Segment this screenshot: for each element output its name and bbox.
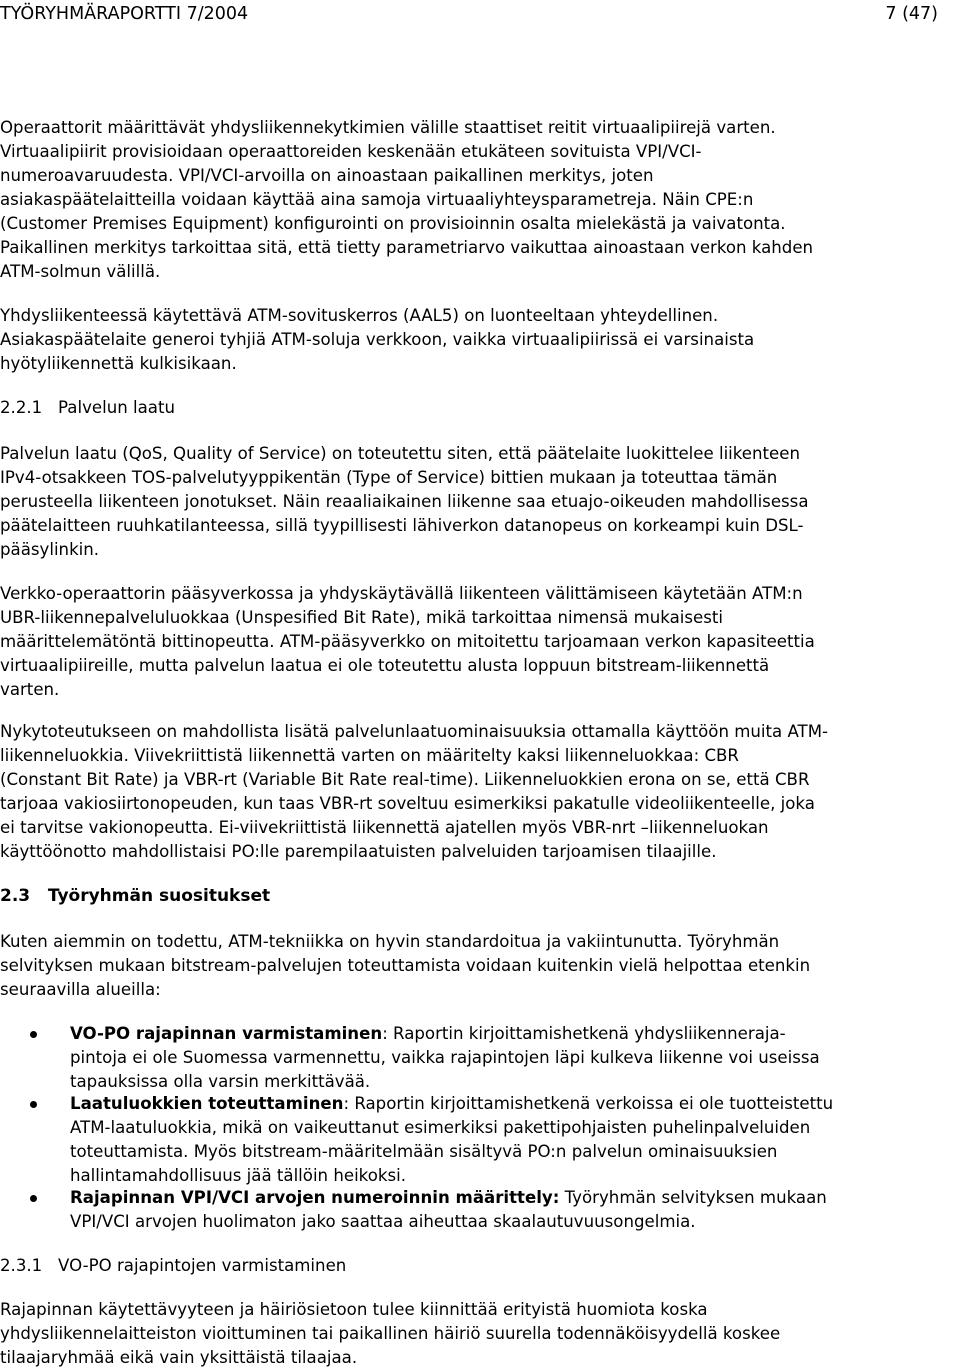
text-line: IPv4-otsakkeen TOS-palvelutyyppikentän (Type of Service) bittien mukaan ja toteuttaa tämän: [0, 468, 778, 487]
text-line: liikenneluokkia. Viivekriittistä liikennettä varten on määritelty kaksi liikenneluokkaa: CBR: [0, 746, 739, 765]
text-line: hallintamahdollisuus jää tällöin heikoksi.: [70, 1166, 406, 1185]
text-line: tarjoaa vakiosiirtonopeuden, kun taas VBR-rt soveltuu esimerkiksi pakatulle videoliikenteelle, joka: [0, 794, 815, 813]
section-heading-2-2-1: 2.2.1 Palvelun laatu: [0, 398, 176, 417]
text-line: toteuttamista. Myös bitstream-määritelmään sisältyvä PO:n palvelun ominaisuuksien: [70, 1142, 778, 1161]
text-line: hyötyliikennettä kulkisikaan.: [0, 354, 237, 373]
text-line: Verkko-operaattorin pääsyverkossa ja yhdyskäytävällä liikenteen välittämiseen käytetään ATM:n: [0, 584, 803, 603]
text-line: asiakaspäätelaitteilla voidaan käyttää aina samoja virtuaaliyhteysparametreja. Näin CPE:n: [0, 190, 754, 209]
text-line: perusteella liikenteen jonotukset. Näin reaaliaikainen liikenne saa etuajo-oikeuden mahdollisessa: [0, 492, 809, 511]
section-heading-2-3: 2.3 Työryhmän suositukset: [0, 886, 271, 906]
bullet-title: Rajapinnan VPI/VCI arvojen numeroinnin määrittely:: [70, 1188, 560, 1207]
text-line: ATM-solmun välillä.: [0, 262, 161, 281]
bullet-title: VO-PO rajapinnan varmistaminen: [70, 1024, 383, 1043]
text-line: pintoja ei ole Suomessa varmennettu, vaikka rajapintojen läpi kulkeva liikenne voi useissa: [70, 1048, 820, 1067]
text-line: (Customer Premises Equipment) konfigurointi on provisioinnin osalta mielekästä ja vaivatonta.: [0, 214, 786, 233]
text-line: tapauksissa olla varsin merkittävää.: [70, 1072, 371, 1091]
bullet-text: Työryhmän selvityksen mukaan: [559, 1188, 827, 1207]
text-line: tilaajaryhmää eikä vain yksittäistä tilaajaa.: [0, 1348, 358, 1367]
bullet-title: Laatuluokkien toteuttaminen: [70, 1094, 344, 1113]
bullet-icon: [30, 1101, 37, 1108]
text-line: Asiakaspäätelaite generoi tyhjiä ATM-soluja verkkoon, vaikka virtuaalipiirissä ei varsinaista: [0, 330, 755, 349]
text-line: yhdysliikennelaitteiston vioittuminen tai paikallinen häiriö suurella todennäköisyydellä koskee: [0, 1324, 781, 1343]
text-line: määrittelemätöntä bittinopeutta. ATM-pääsyverkko on mitoitettu tarjoamaan verkon kapasiteettia: [0, 632, 815, 651]
page-header: [0, 0, 938, 28]
text-line: VPI/VCI arvojen huolimaton jako saattaa aiheuttaa skaalautuvuusongelmia.: [70, 1212, 696, 1231]
text-line: virtuaalipiireille, mutta palvelun laatua ei ole toteutettu alusta loppuun bitstream-liikennettä: [0, 656, 770, 675]
bullet-icon: [30, 1195, 37, 1202]
bullet-icon: [30, 1031, 37, 1038]
text-line: varten.: [0, 680, 60, 699]
text-line: pääsylinkin.: [0, 540, 100, 559]
text-line: numeroavaruudesta. VPI/VCI-arvoilla on ainoastaan paikallinen merkitys, joten: [0, 166, 654, 185]
text-line: [70, 1022, 786, 1046]
text-line: Paikallinen merkitys tarkoittaa sitä, että tietty parametriarvo vaikuttaa ainoastaan verkon kahden: [0, 238, 814, 257]
report-title: TYÖRYHMÄRAPORTTI 7/2004: [0, 4, 249, 24]
text-line: ATM-laatuluokkia, mikä on vaikeuttanut esimerkiksi pakettipohjaisten puhelinpalveluiden: [70, 1118, 811, 1137]
text-line: (Constant Bit Rate) ja VBR-rt (Variable Bit Rate real-time). Liikenneluokkien erona on se, että CBR: [0, 770, 810, 789]
bullet-text: : Raportin kirjoittamishetkenä yhdysliikenneraja-: [382, 1024, 786, 1043]
text-line: selvityksen mukaan bitstream-palvelujen toteuttamista voidaan kuitenkin vielä helpottaa etenkin: [0, 956, 811, 975]
text-line: seuraavilla alueilla:: [0, 980, 161, 999]
text-line: Rajapinnan käytettävyyteen ja häiriösietoon tulee kiinnittää erityistä huomiota koska: [0, 1300, 708, 1319]
page-number: 7 (47): [885, 4, 938, 24]
text-line: Kuten aiemmin on todettu, ATM-tekniikka on hyvin standardoitua ja vakiintunutta. Työryhmän: [0, 932, 780, 951]
text-line: UBR-liikennepalveluluokkaa (Unspesified Bit Rate), mikä tarkoittaa nimensä mukaisesti: [0, 608, 723, 627]
text-line: Palvelun laatu (QoS, Quality of Service) on toteutettu siten, että päätelaite luokittelee liikenteen: [0, 444, 800, 463]
text-line: Operaattorit määrittävät yhdysliikennekytkimien välille staattiset reitit virtuaalipiirejä varten.: [0, 118, 776, 137]
text-line: [70, 1186, 827, 1210]
text-line: käyttöönotto mahdollistaisi PO:lle parempilaatuisten palveluiden tarjoamisen tilaajille.: [0, 842, 717, 861]
text-line: [70, 1092, 833, 1116]
text-line: Nykytoteutukseen on mahdollista lisätä palvelunlaatuominaisuuksia ottamalla käyttöön muita ATM-: [0, 722, 828, 741]
text-line: päätelaitteen ruuhkatilanteessa, sillä tyypillisesti lähiverkon datanopeus on korkeampi kuin DSL-: [0, 516, 804, 535]
text-line: ei tarvitse vakionopeutta. Ei-viivekriittistä liikennettä ajatellen myös VBR-nrt –liikenneluokan: [0, 818, 769, 837]
text-line: Virtuaalipiirit provisioidaan operaattoreiden keskenään etukäteen sovituista VPI/VCI-: [0, 142, 702, 161]
bullet-text: : Raportin kirjoittamishetkenä verkoissa ei ole tuotteistettu: [343, 1094, 834, 1113]
text-line: Yhdysliikenteessä käytettävä ATM-sovituskerros (AAL5) on luonteeltaan yhteydellinen.: [0, 306, 719, 325]
section-heading-2-3-1: 2.3.1 VO-PO rajapintojen varmistaminen: [0, 1256, 347, 1275]
